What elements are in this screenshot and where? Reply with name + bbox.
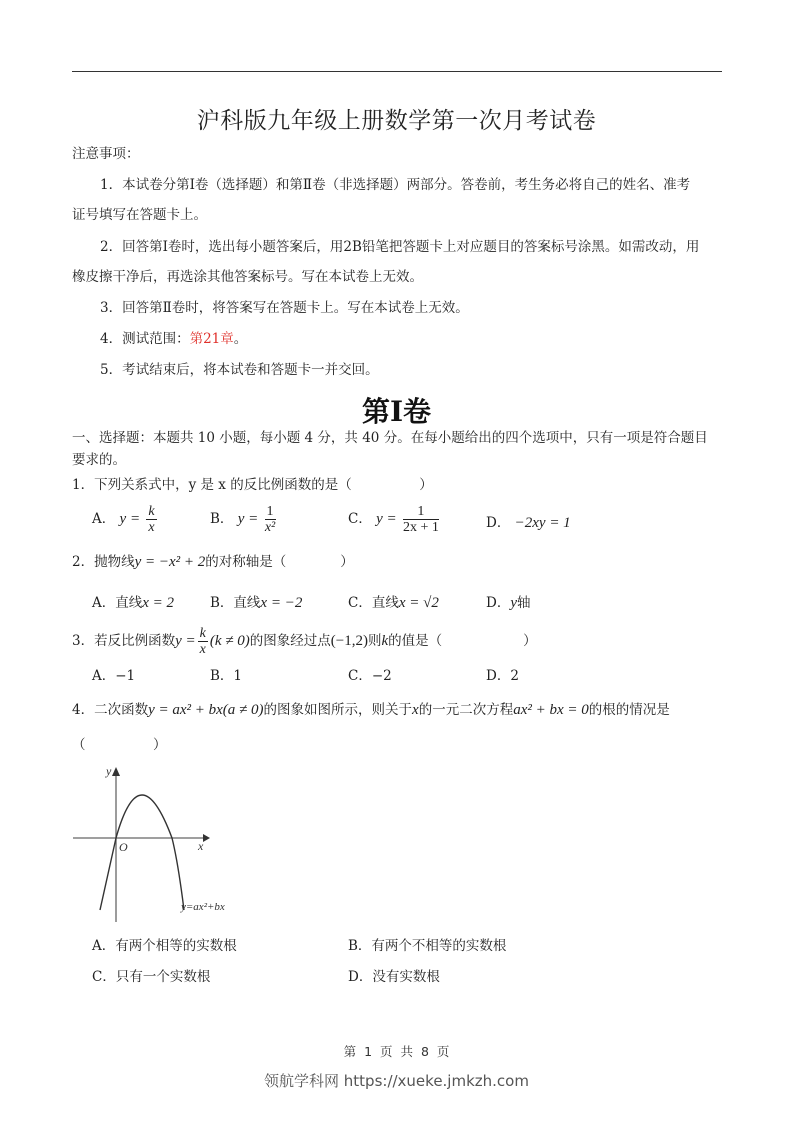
question-3-option-c[interactable]: C．−2 — [348, 668, 392, 684]
notice-item-5: 5．考试结束后，将本试卷和答题卡一并交回。 — [100, 362, 379, 378]
question-2-stem: 2．抛物线y = −x² + 2的对称轴是（ ） — [72, 554, 354, 570]
question-4-option-c[interactable]: C．只有一个实数根 — [92, 969, 211, 985]
notice-item-4-suffix: 。 — [233, 331, 248, 347]
svg-text:y=ax²+bx: y=ax²+bx — [181, 901, 225, 913]
question-1-option-a[interactable]: A． y = $\frac{k}{x}$ — [92, 504, 155, 535]
notice-item-1-line1: 1．本试卷分第Ⅰ卷（选择题）和第Ⅱ卷（非选择题）两部分。答卷前，考生务必将自己的姓名、准考 — [100, 177, 691, 193]
x-axis-arrow-icon — [203, 834, 210, 842]
watermark: 领航学科网 https://xueke.jmkzh.com — [264, 1072, 529, 1090]
header-rule — [72, 71, 722, 72]
question-1-option-d[interactable]: D． −2xy = 1 — [486, 515, 571, 531]
question-3-option-a[interactable]: A．−1 — [92, 668, 136, 684]
notice-item-3: 3．回答第Ⅱ卷时，将答案写在答题卡上。写在本试卷上无效。 — [100, 300, 469, 316]
question-1-option-c[interactable]: C． y = $\frac{1}{2x + 1}$ — [348, 504, 439, 535]
test-scope-highlight: 第21章 — [189, 331, 234, 347]
notice-item-4 — [100, 330, 247, 348]
svg-text:y: y — [106, 764, 112, 778]
svg-text:O: O — [119, 840, 128, 854]
question-1-option-b[interactable]: B． y = $\frac{1}{\text{x²}}$ — [210, 504, 276, 535]
notice-heading: 注意事项： — [72, 146, 140, 162]
part-title: 第Ⅰ卷 — [361, 395, 432, 428]
section-intro-line2: 要求的。 — [72, 452, 126, 468]
section-intro-line1: 一、选择题：本题共 10 小题，每小题 4 分，共 40 分。在每小题给出的四个选项中，只有一项是符合题目 — [72, 430, 708, 446]
question-4-option-a[interactable]: A．有两个相等的实数根 — [92, 938, 237, 954]
question-2-option-c[interactable]: C．直线x = √2 — [348, 595, 439, 611]
parabola-graph — [68, 762, 258, 927]
question-3-option-d[interactable]: D．2 — [486, 668, 519, 684]
question-3-option-b[interactable]: B．1 — [210, 668, 243, 684]
question-4-option-b[interactable]: B．有两个不相等的实数根 — [348, 938, 507, 954]
notice-item-1-line2: 证号填写在答题卡上。 — [72, 207, 207, 223]
question-2-option-d[interactable]: D．y轴 — [486, 595, 531, 611]
page-number: 第 1 页 共 8 页 — [343, 1044, 450, 1059]
question-4-answer-blank: （ ） — [72, 737, 167, 753]
question-2-option-a[interactable]: A．直线x = 2 — [92, 595, 175, 611]
question-4-option-d[interactable]: D．没有实数根 — [348, 969, 440, 985]
page-title: 沪科版九年级上册数学第一次月考试卷 — [196, 108, 597, 134]
question-2-option-b[interactable]: B．直线x = −2 — [210, 595, 303, 611]
y-axis-arrow-icon — [112, 767, 120, 776]
notice-item-2-line1: 2．回答第Ⅰ卷时，选出每小题答案后，用2B铅笔把答题卡上对应题目的答案标号涂黑。如需改动，用 — [100, 239, 700, 255]
parabola-curve — [100, 795, 184, 910]
question-4-stem: 4．二次函数y = ax² + bx(a ≠ 0)的图象如图所示，则关于x的一元二次方程ax² + bx = 0的根的情况是 — [72, 702, 670, 718]
question-3-stem: 3．若反比例函数y = $\frac{k}{x}$ (k ≠ 0)的图象经过点(−1,2)则k的值是（ ） — [72, 626, 537, 657]
question-1-stem: 1．下列关系式中，y 是 x 的反比例函数的是（ ） — [72, 477, 433, 493]
notice-item-4-prefix: 4．测试范围： — [100, 331, 190, 347]
notice-item-2-line2: 橡皮擦干净后，再选涂其他答案标号。写在本试卷上无效。 — [72, 269, 423, 285]
svg-text:x: x — [198, 839, 204, 853]
